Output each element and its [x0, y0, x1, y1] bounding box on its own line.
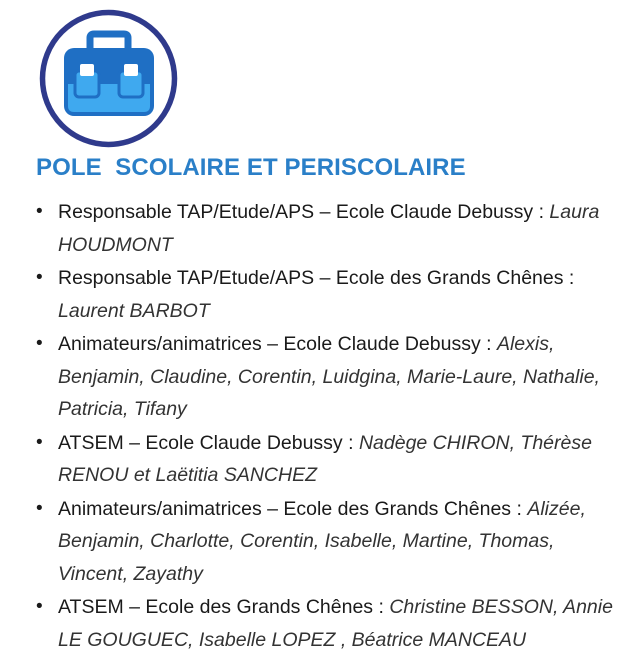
staff-names: Laura HOUDMONT [58, 201, 600, 256]
staff-separator: : [342, 431, 359, 454]
staff-role: Responsable TAP/Etude/APS – Ecole des Grands Chênes [58, 267, 564, 289]
staff-role: Animateurs/animatrices – Ecole Claude Debussy [58, 333, 481, 355]
staff-item-grands-chenes-animateurs [36, 493, 626, 591]
staff-separator: : [511, 497, 528, 520]
staff-names: Nadège CHIRON, Thérèse RENOU et Laëtitia SANCHEZ [58, 431, 592, 486]
briefcase-icon [38, 8, 179, 149]
staff-list [36, 196, 626, 656]
staff-separator: : [533, 201, 550, 223]
staff-role: ATSEM – Ecole des Grands Chênes [58, 596, 374, 618]
staff-names: Alexis, Benjamin, Claudine, Corentin, Luidgina, Marie-Laure, Nathalie, Patricia, Tifany [58, 333, 600, 420]
staff-item-debussy-responsable [36, 196, 626, 261]
section-title: POLE SCOLAIRE ET PERISCOLAIRE [36, 154, 466, 181]
staff-item-debussy-atsem [36, 427, 626, 492]
staff-names: Alizée, Benjamin, Charlotte, Corentin, Isabelle, Martine, Thomas, Vincent, Zayathy [58, 497, 586, 585]
staff-role: ATSEM – Ecole Claude Debussy [58, 431, 343, 454]
staff-separator: : [480, 333, 497, 355]
briefcase-logo [38, 8, 179, 149]
staff-role: Responsable TAP/Etude/APS – Ecole Claude Debussy [58, 201, 534, 223]
staff-item-grands-chenes-responsable [36, 262, 626, 327]
staff-item-grands-chenes-atsem [36, 591, 626, 656]
staff-names: Christine BESSON, Annie LE GOUGUEC, Isabelle LOPEZ , Béatrice MANCEAU [58, 596, 613, 651]
staff-separator: : [563, 267, 575, 289]
staff-separator: : [373, 596, 390, 618]
staff-item-debussy-animateurs [36, 328, 626, 426]
staff-role: Animateurs/animatrices – Ecole des Grands Chênes [58, 497, 512, 520]
staff-names: Laurent BARBOT [58, 299, 210, 322]
